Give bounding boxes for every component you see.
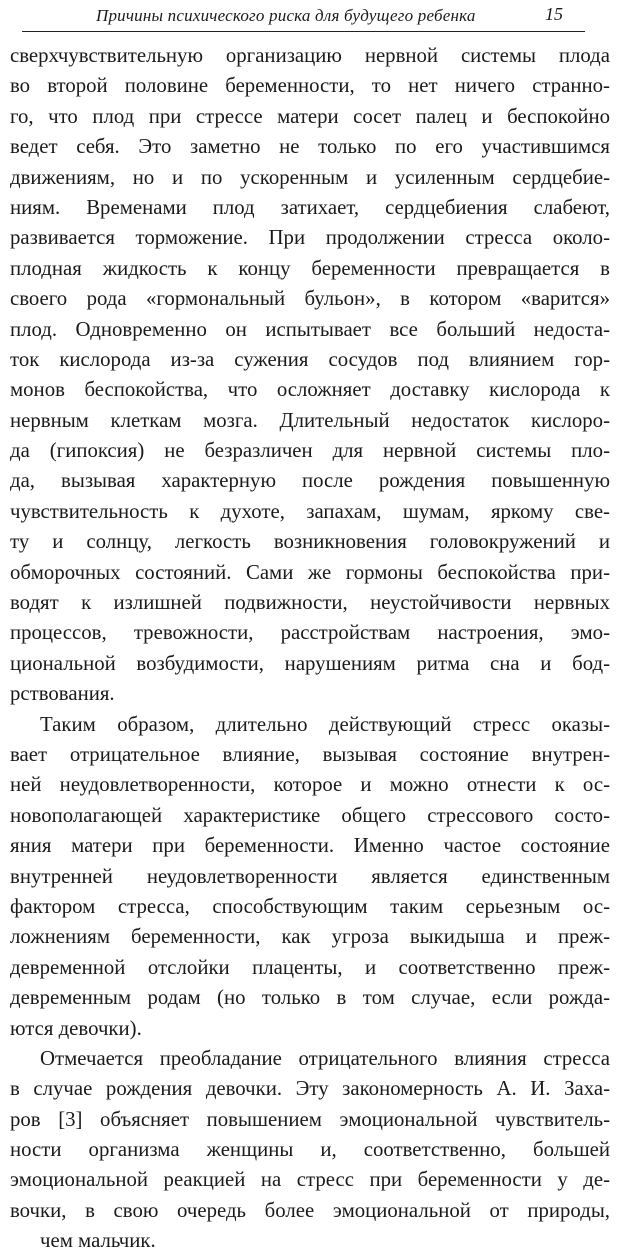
text-line: плод. Одновременно он испытывает все больший недоста-	[10, 317, 610, 341]
text-line: Таким образом, длительно действующий стресс оказы-	[40, 712, 610, 736]
page-number: 15	[545, 4, 563, 24]
text-line: вочки, в свою очередь более эмоциональной от природы,	[10, 1198, 610, 1222]
text-line: рствования.	[10, 682, 115, 706]
text-line: своего рода «гормональный бульон», в котором «варится»	[10, 287, 610, 311]
text-line: яния матери при беременности. Именно частое состояние	[10, 834, 610, 858]
text-line: монов беспокойства, что осложняет доставку кислорода к	[10, 378, 610, 402]
text-line: ложнениям беременности, как угроза выкидыша и преж-	[10, 925, 610, 949]
text-line: девременной отслойки плаценты, и соответственно преж-	[10, 955, 610, 979]
text-line: да, вызывая характерную после рождения повышенную	[10, 469, 610, 493]
header-rule	[22, 31, 585, 32]
text-line: ров [3] объясняет повышением эмоциональной чувствитель-	[10, 1107, 610, 1131]
text-line: вает отрицательное влияние, вызывая состояние внутрен-	[10, 742, 610, 766]
text-line: ниям. Временами плод затихает, сердцебиения слабеют,	[10, 195, 610, 219]
text-line: девременным родам (но только в том случае, если рожда-	[10, 986, 610, 1010]
text-line: эмоциональной реакцией на стресс при беременности у де-	[10, 1168, 610, 1192]
text-line: ведет себя. Это заметно не только по его участившимся	[10, 135, 610, 159]
text-line: в случае рождения девочки. Эту закономерность А. И. Заха-	[10, 1077, 610, 1101]
text-line: процессов, тревожности, расстройствам настроения, эмо-	[10, 621, 610, 645]
text-line: ту и солнцу, легкость возникновения головокружений и	[10, 530, 610, 554]
text-line: чувствительность к духоте, запахам, шумам, яркому све-	[10, 499, 610, 523]
text-line: ются девочки).	[10, 1016, 142, 1040]
running-title: Причины психического риска для будущего ребенка	[96, 6, 476, 25]
text-line: нервным клеткам мозга. Длительный недостаток кислоро-	[10, 408, 610, 432]
text-line: да (гипоксия) не безразличен для нервной системы пло-	[10, 439, 610, 463]
text-line: чем мальчик.	[40, 1229, 156, 1253]
text-line: фактором стресса, способствующим таким серьезным ос-	[10, 894, 610, 918]
page-header	[0, 0, 620, 36]
text-line: водят к излишней подвижности, неустойчивости нервных	[10, 591, 610, 615]
text-line: го, что плод при стрессе матери сосет палец и беспокойно	[10, 104, 610, 128]
text-line: ток кислорода из-за сужения сосудов под влиянием гор-	[10, 347, 610, 371]
text-line: движениям, но и по ускоренным и усиленным сердцебие-	[10, 165, 610, 189]
text-line: ней неудовлетворенности, которое и можно отнести к ос-	[10, 773, 610, 797]
text-line: плодная жидкость к концу беременности превращается в	[10, 256, 610, 280]
text-line: развивается торможение. При продолжении стресса около-	[10, 226, 610, 250]
text-line: во второй половине беременности, то нет ничего странно-	[10, 74, 610, 98]
text-line: сверхчувствительную организацию нервной системы плода	[10, 44, 610, 67]
text-line: новополагающей характеристике общего стрессового состо-	[10, 803, 610, 827]
text-line: Отмечается преобладание отрицательного влияния стресса	[40, 1046, 610, 1070]
text-line: обморочных состояний. Сами же гормоны беспокойства при-	[10, 560, 610, 584]
text-line: внутренней неудовлетворенности является единственным	[10, 864, 610, 888]
text-line: ности организма женщины и, соответственно, большей	[10, 1138, 610, 1162]
body-text	[10, 41, 610, 1257]
text-line: циональной возбудимости, нарушениям ритма сна и бод-	[10, 651, 610, 675]
